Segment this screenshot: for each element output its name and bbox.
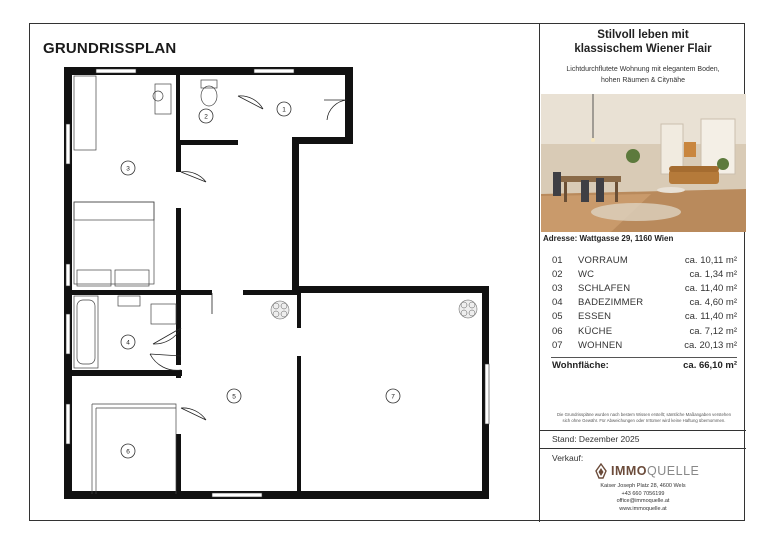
contact-phone[interactable]: +43 660 7056199 [621, 490, 665, 497]
disclaimer-line-2: sich ohne Gewähr. Für Abweichungen oder Irrtümer wird keine Haftung übernommen. [562, 418, 726, 423]
room-name: VORRAUM [578, 254, 628, 266]
logo-flame-icon [595, 463, 607, 479]
room-label-4: 4 [126, 339, 130, 347]
stand-date: Stand: Dezember 2025 [552, 434, 640, 444]
verkauf-label: Verkauf: [552, 453, 584, 463]
room-label-7: 7 [391, 393, 395, 401]
room-area: ca. 11,40 m² [684, 282, 737, 294]
room-number: 01 [552, 254, 563, 266]
room-number: 03 [552, 282, 563, 294]
room-label-5: 5 [232, 393, 236, 401]
room-number: 07 [552, 339, 563, 351]
contact-email[interactable]: office@immoquelle.at [616, 498, 670, 504]
headline-line-1: Stilvoll leben mit [597, 29, 689, 41]
room-area: ca. 4,60 m² [689, 297, 737, 309]
room-label-3: 3 [126, 165, 130, 173]
contact-block [540, 483, 746, 513]
room-name: WOHNEN [578, 339, 623, 351]
room-name: SCHLAFEN [578, 282, 631, 294]
room-name: WC [578, 268, 595, 280]
total-area [552, 360, 737, 371]
room-row [552, 253, 737, 267]
room-name: KÜCHE [578, 325, 613, 337]
disclaimer-line-1: Die Grundrisspläne wurden nach bestem Wissen erstellt; sämtliche Maßangaben verstehen [556, 412, 732, 417]
room-area: ca. 10,11 m² [684, 254, 737, 266]
plan-title: GRUNDRISSPLAN [43, 40, 177, 57]
headline-line-2: klassischem Wiener Flair [574, 43, 712, 55]
contact-address: Kaiser Joseph Platz 28, 4600 Wels [600, 483, 686, 489]
subline-line-2: hohen Räumen & Citynähe [600, 77, 686, 84]
room-row [552, 281, 737, 295]
room-row [552, 338, 737, 352]
room-number: 05 [552, 311, 563, 323]
total-area-label: Wohnfläche: [552, 360, 609, 371]
room-area: ca. 1,34 m² [689, 268, 737, 280]
immoquelle-logo [595, 462, 699, 480]
disclaimer [544, 412, 744, 424]
room-label-6: 6 [126, 448, 130, 456]
floorplan-sheet [29, 23, 745, 521]
room-row [552, 267, 737, 281]
room-name: BADEZIMMER [578, 297, 644, 309]
headline [540, 28, 746, 56]
address: Adresse: Wattgasse 29, 1160 Wien [543, 234, 674, 243]
room-row [552, 296, 737, 310]
total-area-value: ca. 66,10 m² [683, 360, 737, 371]
logo-wordmark [611, 464, 699, 478]
room-row [552, 310, 737, 324]
living-room-photo [541, 94, 746, 232]
contact-website[interactable]: www.immoquelle.at [619, 505, 667, 512]
logo-part-immo: IMMO [611, 464, 648, 478]
room-area: ca. 7,12 m² [689, 325, 737, 337]
room-number: 02 [552, 268, 563, 280]
floor-plan-drawing [30, 24, 540, 522]
info-panel [540, 24, 746, 522]
divider [540, 430, 746, 431]
room-row [552, 324, 737, 338]
divider [540, 448, 746, 449]
divider [551, 357, 737, 358]
logo-part-quelle: QUELLE [647, 464, 700, 478]
room-number: 04 [552, 297, 563, 309]
room-area: ca. 11,40 m² [684, 311, 737, 323]
subline [540, 64, 746, 86]
floorplan-panel [30, 24, 540, 522]
room-label-2: 2 [204, 113, 208, 121]
room-name: ESSEN [578, 311, 612, 323]
subline-line-1: Lichtdurchflutete Wohnung mit elegantem Boden, [566, 66, 720, 73]
room-number: 06 [552, 325, 563, 337]
room-label-1: 1 [282, 106, 286, 114]
room-area: ca. 20,13 m² [684, 339, 737, 351]
room-list [552, 253, 737, 352]
